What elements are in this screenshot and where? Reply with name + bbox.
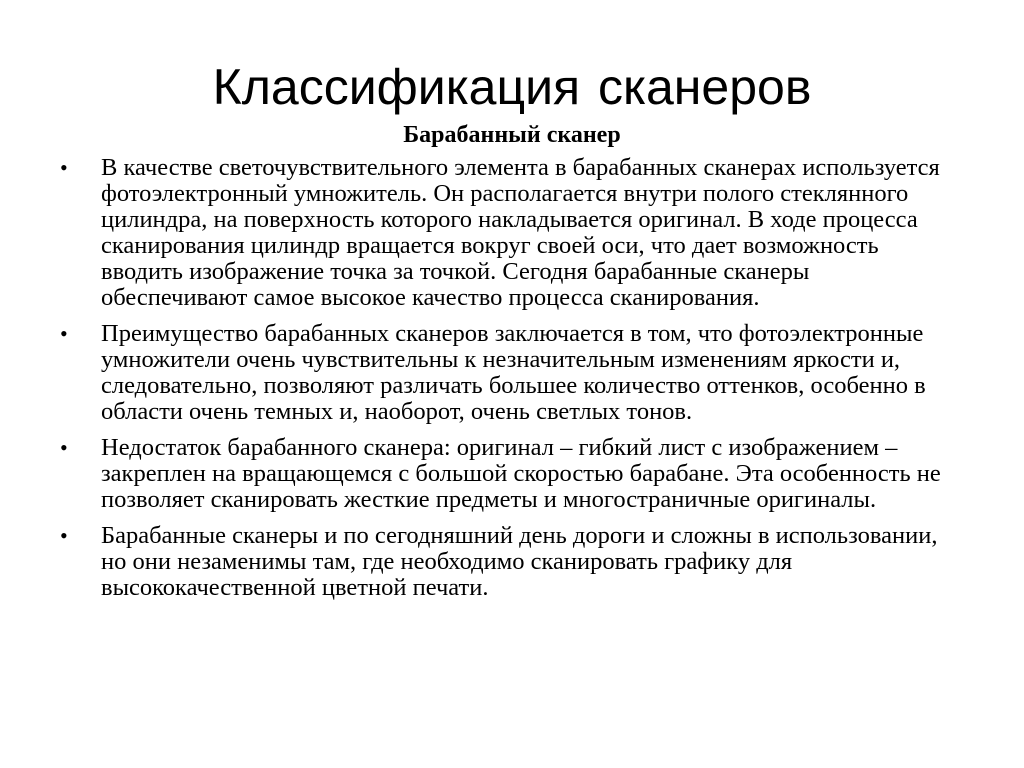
bullet-text: Барабанные сканеры и по сегодняшний день дороги и сложны в использовании, но они незаменимы там, где необходимо сканировать графику для высококачественной цветной печати. [101, 522, 938, 601]
bullet-text: Преимущество барабанных сканеров заключается в том, что фотоэлектронные умножители очень чувствительны к незначительным изменениям яркости и, следовательно, позволяют различать большее количество оттенков, особенно в области очень темных и, наоборот, очень светлых тонов. [101, 320, 926, 425]
bullet-item [60, 321, 960, 425]
slide-subtitle: Барабанный сканер [403, 122, 621, 148]
bullet-icon: • [60, 321, 68, 346]
bullet-text: В качестве светочувствительного элемента в барабанных сканерах используется фотоэлектронный умножитель. Он располагается внутри полого стеклянного цилиндра, на поверхность которого накладывается оригинал. В ходе процесса сканирования цилиндр вращается вокруг своей оси, что дает возможность вводить изображение точка за точкой. Сегодня барабанные сканеры обеспечивают самое высокое качество процесса сканирования. [101, 154, 940, 311]
bullet-item [60, 435, 960, 513]
bullet-icon: • [60, 155, 68, 180]
bullet-item [60, 523, 960, 601]
bullet-text: Недостаток барабанного сканера: оригинал – гибкий лист с изображением – закреплен на вращающемся с большой скоростью барабане. Эта особенность не позволяет сканировать жесткие предметы и многостраничные оригиналы. [101, 434, 941, 513]
slide-title: Классификация сканеров [212, 59, 812, 115]
bullet-icon: • [60, 435, 68, 460]
bullet-list [60, 155, 960, 611]
bullet-item [60, 155, 960, 311]
bullet-icon: • [60, 523, 68, 548]
